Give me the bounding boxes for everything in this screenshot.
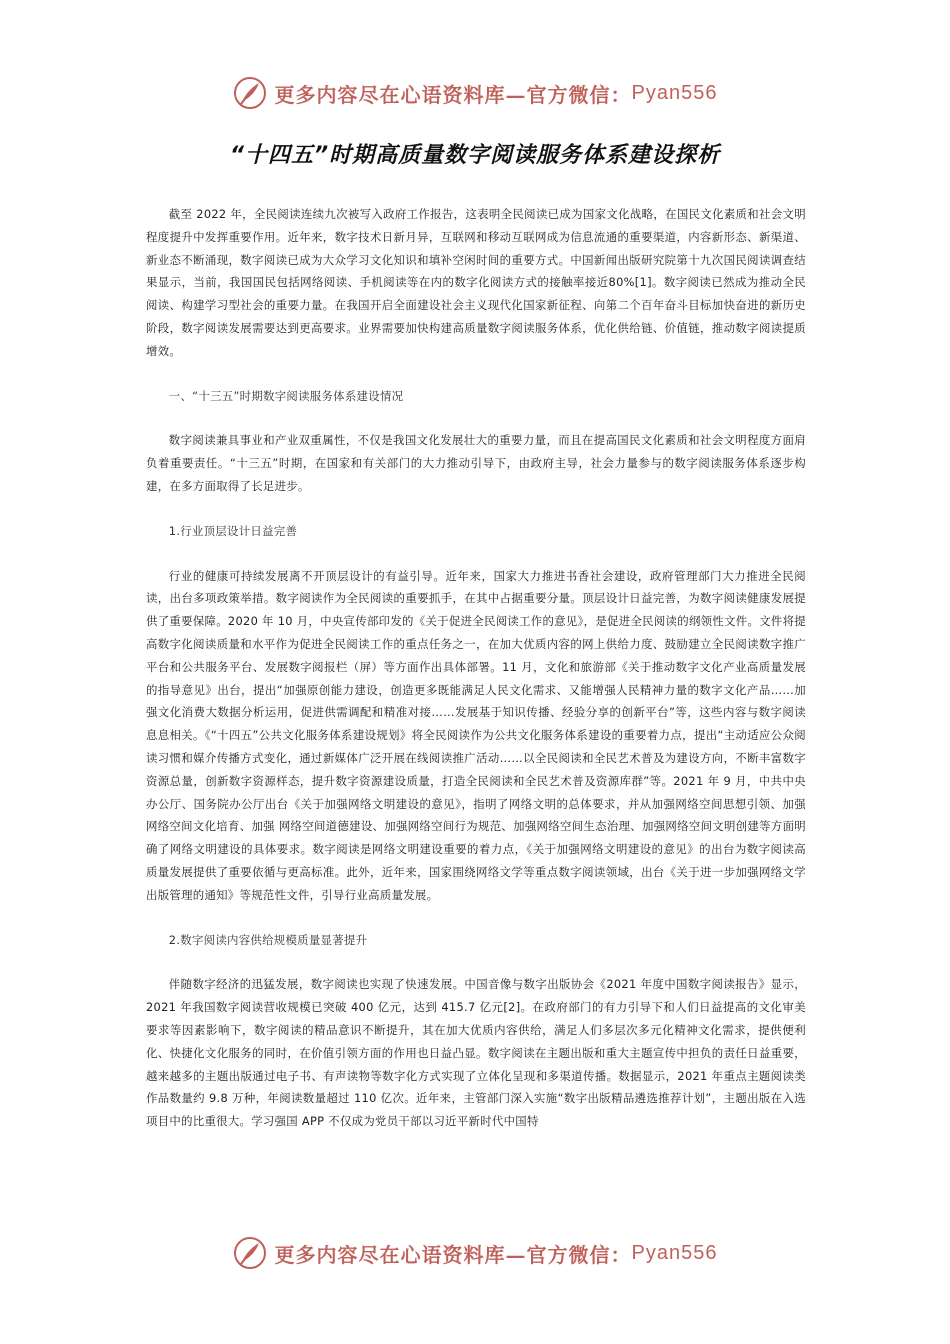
intro-paragraph: 截至 2022 年，全民阅读连续九次被写入政府工作报告，这表明全民阅读已成为国家文化战略，在国民文化素质和社会文明程度提升中发挥重要作用。近年来，数字技术日新月异，互联网和移动互联网成为信息流通的重要渠道，内容新形态、新渠道、新业态不断涌现，数字阅读已成为大众学习文化知识和填补空闲时间的重要方式。中国新闻出版研究院第十九次国民阅读调查结果显示，当前，我国国民包括网络阅读、手机阅读等在内的数字化阅读方式的接触率接近80%[1]。数字阅读已然成为推动全民阅读、构建学习型社会的重要力量。在我国开启全面建设社会主义现代化国家新征程、向第二个百年奋斗目标加快奋进的新历史阶段，数字阅读发展需要达到更高要求。业界需要加快构建高质量数字阅读服务体系，优化供给链、价值链，推动数字阅读提质增效。: [146, 207, 806, 358]
section-1-paragraph: 数字阅读兼具事业和产业双重属性，不仅是我国文化发展壮大的重要力量，而且在提高国民文化素质和社会文明程度方面肩负着重要责任。“十三五”时期，在国家和有关部门的大力推动引导下，由政府主导，社会力量参与的数字阅读服务体系逐步构建，在多方面取得了长足进步。: [146, 433, 806, 493]
watermark-banner-bottom: [0, 1233, 950, 1273]
watermark-banner-top: [0, 73, 950, 113]
document-title: “十四五”时期高质量数字阅读服务体系建设探析: [229, 143, 721, 168]
subsection-2-paragraph: 伴随数字经济的迅猛发展，数字阅读也实现了快速发展。中国音像与数字出版协会《2021 年度中国数字阅读报告》显示，2021 年我国数字阅读营收规模已突破 400 亿元，达到 415.7 亿元[2]。在政府部门的有力引导下和人们日益提高的文化审美要求等因素影响下，数字阅读的精品意识不断提升，其在加大优质内容供给，满足人们多层次多元化精神文化需求，提供便利化、快捷化文化服务的同时，在价值引领方面的作用也日益凸显。数字阅读在主题出版和重大主题宣传中担负的责任日益重要，越来越多的主题出版通过电子书、有声读物等数字化方式实现了立体化呈现和多渠道传播。数据显示，2021 年重点主题阅读类作品数量约 9.8 万种，年阅读数量超过 110 亿次。近年来，主管部门深入实施“数字出版精品遴选推荐计划”，主题出版在入选项目中的比重很大。学习强国 APP 不仅成为党员干部以习近平新时代中国特: [146, 977, 806, 1129]
subsection-heading-2: 2.数字阅读内容供给规模质量显著提升: [168, 932, 368, 947]
banner-text: 更多内容尽在心语资料库—官方微信：: [274, 82, 632, 107]
section-heading-1: 一、“十三五”时期数字阅读服务体系建设情况: [168, 388, 404, 403]
quill-logo-icon: [233, 1236, 267, 1270]
banner-wechat-id: Pyan556: [631, 1241, 718, 1264]
quill-logo-icon: [233, 76, 267, 110]
subsection-1-paragraph: 行业的健康可持续发展离不开顶层设计的有益引导。近年来，国家大力推进书香社会建设，政府管理部门大力推进全民阅读，出台多项政策举措。数字阅读作为全民阅读的重要抓手，在其中占据重要分量。顶层设计日益完善，为数字阅读健康发展提供了重要保障。2020 年 10 月，中央宣传部印发的《关于促进全民阅读工作的意见》，是促进全民阅读的纲领性文件。文件将提高数字化阅读质量和水平作为促进全民阅读工作的重点任务之一，在加大优质内容的网上供给力度、鼓励建立全民阅读数字推广平台和公共服务平台、发展数字阅报栏（屏）等方面作出具体部署。11 月，文化和旅游部《关于推动数字文化产业高质量发展的指导意见》出台，提出“加强原创能力建设，创造更多既能满足人民文化需求、又能增强人民精神力量的数字文化产品……加强文化消费大数据分析运用，促进供需调配和精准对接……发展基于知识传播、经验分享的创新平台”等，这些内容与数字阅读息息相关。《“十四五”公共文化服务体系建设规划》将全民阅读作为公共文化服务体系建设的重要着力点，提出“主动适应公众阅读习惯和媒介传播方式变化，通过新媒体广泛开展在线阅读推广活动……以全民阅读和全民艺术普及为建设方向，不断丰富数字资源总量，创新数字资源样态，提升数字资源建设质量，打造全民阅读和全民艺术普及资源库群”等。2021 年 9 月，中共中央办公厅、国务院办公厅出台《关于加强网络文明建设的意见》，指明了网络文明的总体要求，并从加强网络空间思想引领、加强网络空间文化培育、加强 网络空间道德建设、加强网络空间行为规范、加强网络空间生态治理、加强网络空间文明创建等方面明确了网络文明建设的具体要求。数字阅读是网络文明建设重要的着力点，《关于加强网络文明建设的意见》的出台为数字阅读高质量发展提供了重要依循与更高标准。此外，近年来，国家围绕网络文学等重点数字阅读领域，出台《关于进一步加强网络文学出版管理的通知》等规范性文件，引导行业高质量发展。: [146, 568, 806, 902]
document-body: [146, 203, 806, 1155]
banner-text: 更多内容尽在心语资料库—官方微信：: [274, 1242, 632, 1267]
banner-wechat-id: Pyan556: [631, 81, 718, 104]
subsection-heading-1: 1.行业顶层设计日益完善: [168, 523, 298, 538]
